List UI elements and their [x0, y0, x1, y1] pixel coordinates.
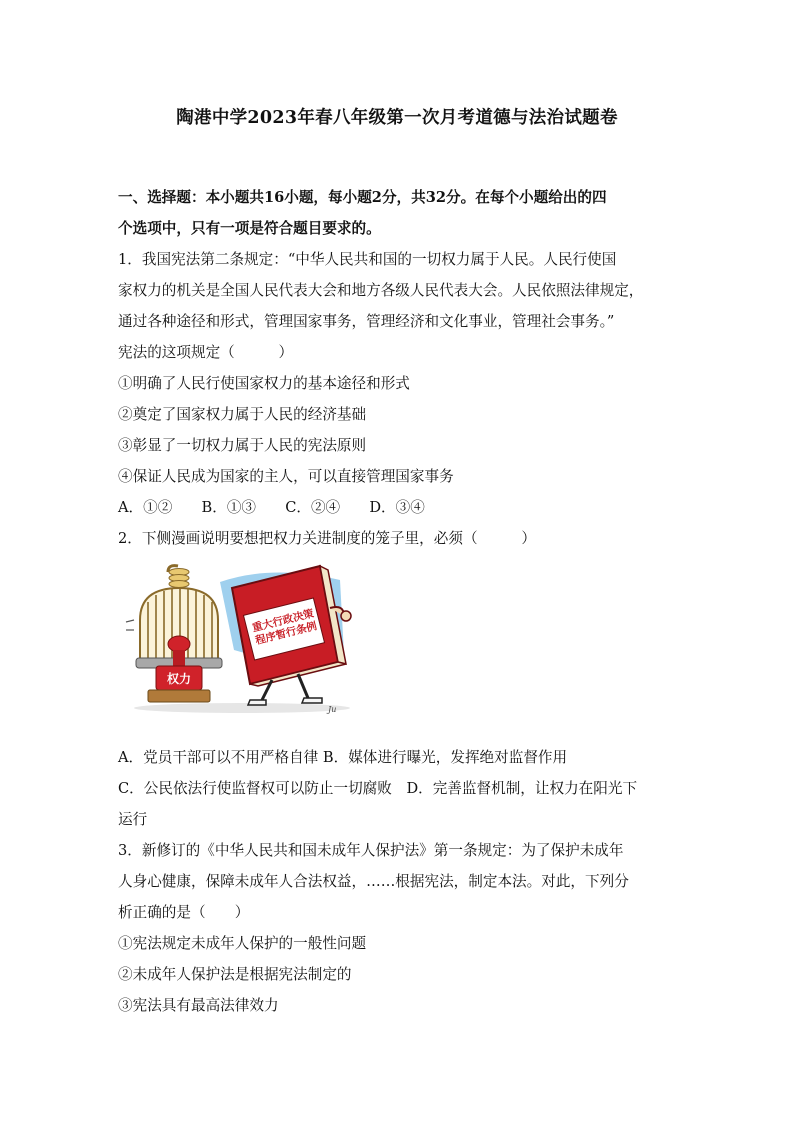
- book-hand-fist: [341, 611, 351, 621]
- exam-body: [118, 182, 688, 1021]
- question-stem-line: 通过各种途径和形式，管理国家事务，管理经济和文化事业，管理社会事务。”: [118, 313, 615, 330]
- cage-ring: [169, 581, 189, 588]
- page-title: 陶港中学2023年春八年级第一次月考道德与法治试题卷: [176, 108, 618, 128]
- statement-3: ③彰显了一切权力属于人民的宪法原则: [118, 437, 367, 454]
- ground-shadow: [134, 703, 350, 713]
- answer-option-line: C．公民依法行使监督权可以防止一切腐败 D．完善监督机制，让权力在阳光下: [118, 780, 638, 797]
- stamp-label: 权力: [166, 672, 192, 686]
- section-heading-line: 一、选择题：本小题共16小题，每小题2分，共32分。在每个小题给出的四: [118, 189, 607, 206]
- motion-lines: [126, 620, 134, 630]
- statement-4: ④保证人民成为国家的主人，可以直接管理国家事务: [118, 468, 454, 485]
- cartoon-figure: [118, 558, 688, 716]
- artist-signature: Ju: [328, 705, 337, 714]
- statement-1: ①宪法规定未成年人保护的一般性问题: [118, 935, 367, 952]
- question-stem-line: 人身心健康，保障未成年人合法权益，……根据宪法，制定本法。对此，下列分: [118, 873, 629, 890]
- question-stem-line: 3．新修订的《中华人民共和国未成年人保护法》第一条规定：为了保护未成年: [118, 842, 624, 859]
- answer-option-line: 运行: [118, 811, 148, 828]
- section-heading: [118, 182, 688, 244]
- question-1: [118, 244, 688, 523]
- statement-3: ③宪法具有最高法律效力: [118, 997, 279, 1014]
- question-stem-line: 家权力的机关是全国人民代表大会和地方各级人民代表大会。人民依照法律规定，: [118, 282, 644, 299]
- stamp-knob: [168, 636, 190, 652]
- stamp-neck: [173, 650, 185, 666]
- question-stem-line: 析正确的是（ ）: [118, 904, 250, 921]
- stamp-pedestal: [148, 690, 210, 702]
- statement-2: ②未成年人保护法是根据宪法制定的: [118, 966, 352, 983]
- statement-1: ①明确了人民行使国家权力的基本途径和形式: [118, 375, 410, 392]
- question-2: [118, 523, 688, 835]
- book-title: 重大行政决策程序暂行条例: [251, 607, 319, 648]
- answer-options: A．①② B．①③ C．②④ D．③④: [118, 499, 425, 516]
- question-stem-line: 宪法的这项规定（ ）: [118, 344, 294, 361]
- answer-option-line: A．党员干部可以不用严格自律 B．媒体进行曝光，发挥绝对监督作用: [118, 749, 568, 766]
- cartoon-illustration: [122, 558, 352, 716]
- question-stem-line: 2．下侧漫画说明要想把权力关进制度的笼子里，必须（ ）: [118, 530, 536, 547]
- book-shoe-left: [248, 700, 266, 705]
- question-3: [118, 835, 688, 1021]
- book-shoe-right: [302, 698, 322, 703]
- section-heading-line: 个选项中，只有一项是符合题目要求的。: [118, 220, 381, 237]
- book-leg-right: [298, 674, 308, 698]
- statement-2: ②奠定了国家权力属于人民的经济基础: [118, 406, 367, 423]
- question-stem-line: 1．我国宪法第二条规定：“中华人民共和国的一切权力属于人民。人民行使国: [118, 251, 617, 268]
